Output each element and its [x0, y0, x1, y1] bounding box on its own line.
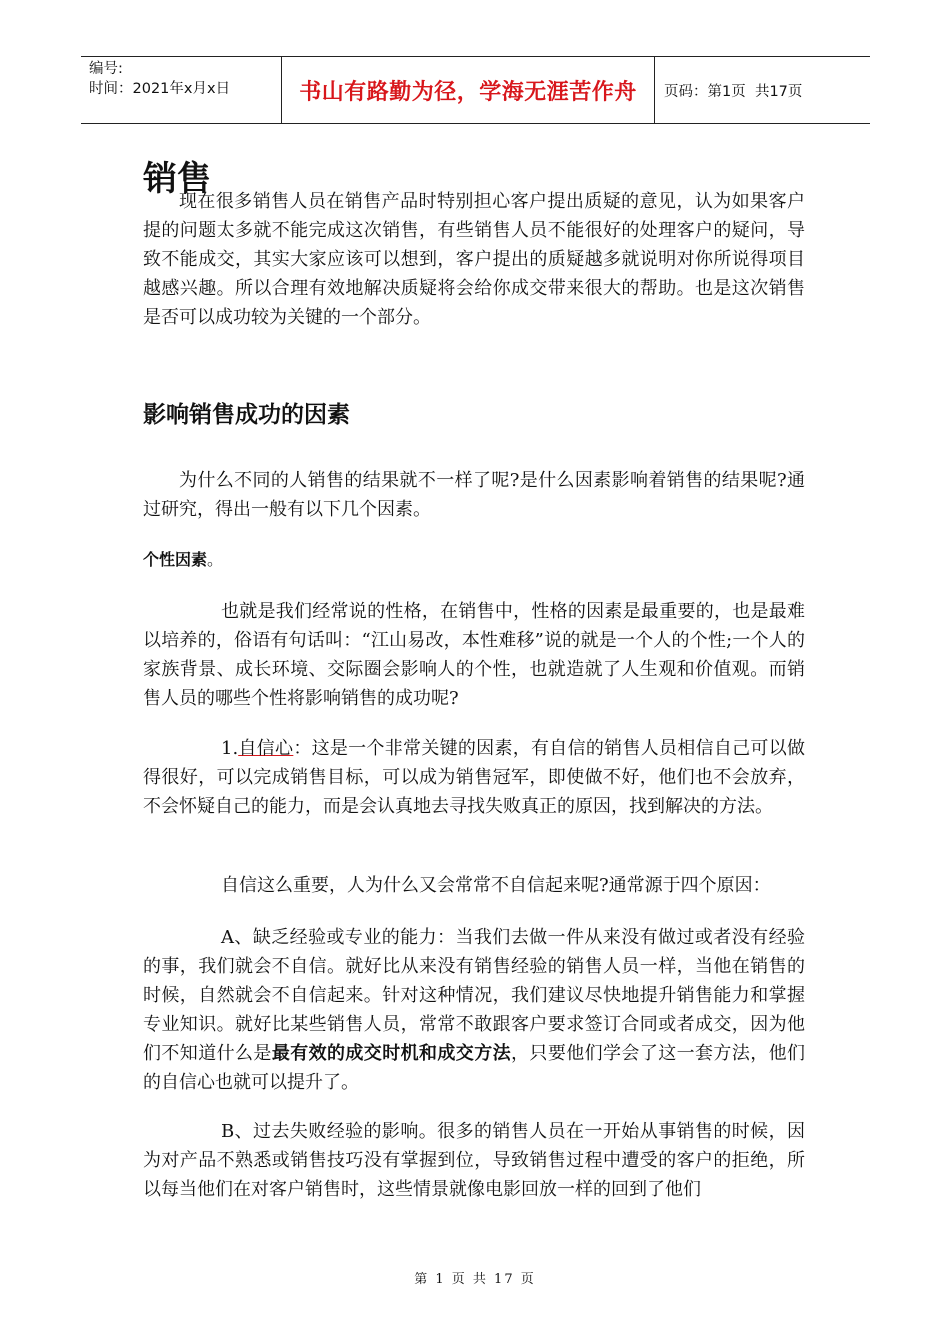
- reason-a-emphasis: 最有效的成交时机和成交方法: [271, 1043, 512, 1064]
- reason-a-tail: ，只要他们学会了这一套方法，他们的自信心也就可以提升了。: [143, 1043, 806, 1093]
- item-text: ：这是一个非常关键的因素，有自信的销售人员相信自己可以做得很好，可以完成销售目标，可以成为销售冠军，即使做不好，他们也不会放弃，不会怀疑自己的能力，而是会认真地去寻找失败真正的原因，找到解决的方法。: [143, 738, 806, 817]
- section-heading: 影响销售成功的因素: [143, 402, 350, 428]
- reason-a-text: A、缺乏经验或专业的能力：当我们去做一件从来没有做过或者没有经验的事，我们就会不自信。就好比从来没有销售经验的销售人员一样，当他在销售的时候，自然就会不自信起来。针对这种情况，我们建议尽快地提升销售能力和掌握专业知识。就好比某些销售人员，常常不敢跟客户要求签订合同或者成交，因为他们不知道什么是: [143, 927, 805, 1064]
- factor-heading-text: 个性因素: [143, 550, 208, 569]
- number-label: 编号:: [89, 61, 123, 77]
- intro-paragraph: 现在很多销售人员在销售产品时特别担心客户提出质疑的意见，认为如果客户提的问题太多就不能完成这次销售，有些销售人员不能很好的处理客户的疑问，导致不能成交，其实大家应该可以想到，客户提出的质疑越多就说明对你所说得项目越感兴趣。所以合理有效地解决质疑将会给你成交带来很大的帮助。也是这次销售是否可以成功较为关键的一个部分。: [143, 191, 805, 328]
- item-number: 1.: [221, 738, 239, 759]
- header-page-info: [655, 57, 870, 123]
- item-term: 自信心: [238, 738, 294, 759]
- date-label: 时间：2021年x月x日: [89, 81, 231, 97]
- header-motto: 书山有路勤为径，学海无涯苦作舟: [281, 57, 655, 123]
- page-footer: 第 1 页 共 17 页: [414, 1272, 536, 1287]
- header-meta: [81, 57, 281, 123]
- confidence-question: 自信这么重要，人为什么又会常常不自信起来呢?通常源于四个原因：: [221, 875, 771, 896]
- document-title: 销售: [143, 159, 211, 199]
- document-header: [81, 56, 870, 124]
- page-label: 页码：第1页 共17页: [664, 83, 803, 100]
- reason-b-paragraph: B、过去失败经验的影响。很多的销售人员在一开始从事销售的时候，因为对产品不熟悉或销售技巧没有掌握到位，导致销售过程中遭受的客户的拒绝，所以每当他们在对客户销售时，这些情景就像电影回放一样的回到了他们: [143, 1121, 805, 1200]
- factor-heading: [143, 546, 223, 574]
- factor-intro-paragraph: 也就是我们经常说的性格，在销售中，性格的因素是最重要的，也是最难以培养的，俗语有句话叫：“江山易改，本性难移”说的就是一个人的个性;一个人的家族背景、成长环境、交际圈会影响人的个性，也就造就了人生观和价值观。而销售人员的哪些个性将影响销售的成功呢?: [143, 601, 805, 709]
- item-confidence-paragraph: [143, 734, 805, 821]
- reason-a-paragraph: [143, 923, 805, 1097]
- section-intro-paragraph: 为什么不同的人销售的结果就不一样了呢?是什么因素影响着销售的结果呢?通过研究，得出一般有以下几个因素。: [143, 470, 805, 520]
- factor-heading-suffix: 。: [207, 550, 224, 569]
